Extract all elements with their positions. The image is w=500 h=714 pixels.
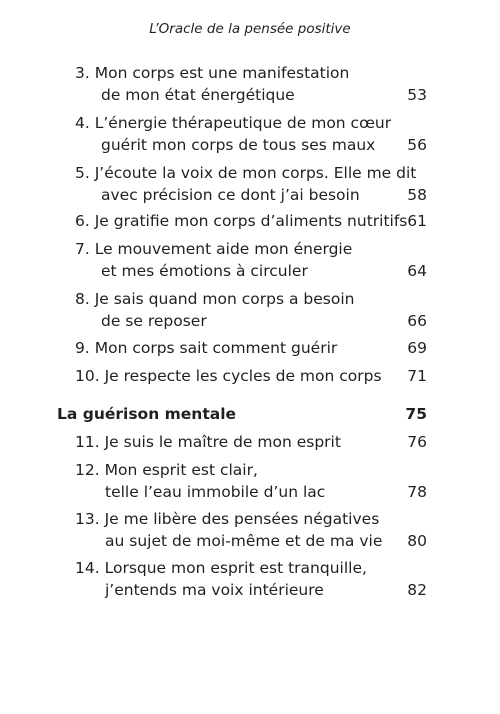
entry-number: 12. xyxy=(75,461,100,479)
entry-title-line-2: de mon état énergétique xyxy=(101,86,295,104)
entry-title-line-1: Je suis le maître de mon esprit xyxy=(104,433,341,451)
entry-title-line-1: Je sais quand mon corps a besoin xyxy=(94,290,355,308)
entry-number: 3. xyxy=(75,64,90,82)
entry-title-line-2: et mes émotions à circuler xyxy=(101,262,308,280)
entry-number: 10. xyxy=(75,367,100,385)
entry-number: 13. xyxy=(75,510,100,528)
entry-page-number: 61 xyxy=(407,212,427,230)
entry-page-number: 80 xyxy=(407,532,427,550)
entry-title-line-1: Je respecte les cycles de mon corps xyxy=(104,367,382,385)
entry-title-line-1: Mon esprit est clair, xyxy=(104,461,258,479)
entry-title-line-2: de se reposer xyxy=(101,312,207,330)
entry-title-line-2: j’entends ma voix intérieure xyxy=(105,581,324,599)
entry-number: 7. xyxy=(75,240,90,258)
entry-page-number: 58 xyxy=(407,186,427,204)
entry-page-number: 71 xyxy=(407,367,427,385)
entry-title-line-1: Je me libère des pensées négatives xyxy=(104,510,380,528)
entry-number: 14. xyxy=(75,559,100,577)
entry-number: 6. xyxy=(75,212,90,230)
entry-page-number: 56 xyxy=(407,136,427,154)
entry-number: 4. xyxy=(75,114,90,132)
section-heading xyxy=(57,403,427,425)
entry-page-number: 66 xyxy=(407,312,427,330)
entry-title-line-2: guérit mon corps de tous ses maux xyxy=(101,136,376,154)
entry-title-line-1: Lorsque mon esprit est tranquille, xyxy=(104,559,367,577)
entry-title-line-2: au sujet de moi-même et de ma vie xyxy=(105,532,383,550)
entry-number: 5. xyxy=(75,164,90,182)
entry-number: 8. xyxy=(75,290,90,308)
entry-title-line-1: L’énergie thérapeutique de mon cœur xyxy=(94,114,392,132)
section-title: La guérison mentale xyxy=(57,405,237,423)
entry-title-line-1: Mon corps sait comment guérir xyxy=(94,339,338,357)
entry-page-number: 64 xyxy=(407,262,427,280)
entry-title-line-1: Mon corps est une manifestation xyxy=(94,64,350,82)
entry-page-number: 53 xyxy=(407,86,427,104)
entry-number: 11. xyxy=(75,433,100,451)
entry-page-number: 82 xyxy=(407,581,427,599)
entry-title-line-1: Je gratifie mon corps d’aliments nutritifs xyxy=(94,212,408,230)
entry-title-line-2: telle l’eau immobile d’un lac xyxy=(105,483,326,501)
running-head: L’Oracle de la pensée positive xyxy=(149,21,351,37)
entry-page-number: 76 xyxy=(407,433,427,451)
entry-title-line-1: Le mouvement aide mon énergie xyxy=(94,240,353,258)
entry-title-line-1: J’écoute la voix de mon corps. Elle me dit xyxy=(94,164,417,182)
entry-page-number: 78 xyxy=(407,483,427,501)
entry-title-line-2: avec précision ce dont j’ai besoin xyxy=(101,186,360,204)
entry-number: 9. xyxy=(75,339,90,357)
entry-page-number: 69 xyxy=(407,339,427,357)
section-page-number: 75 xyxy=(405,405,427,423)
